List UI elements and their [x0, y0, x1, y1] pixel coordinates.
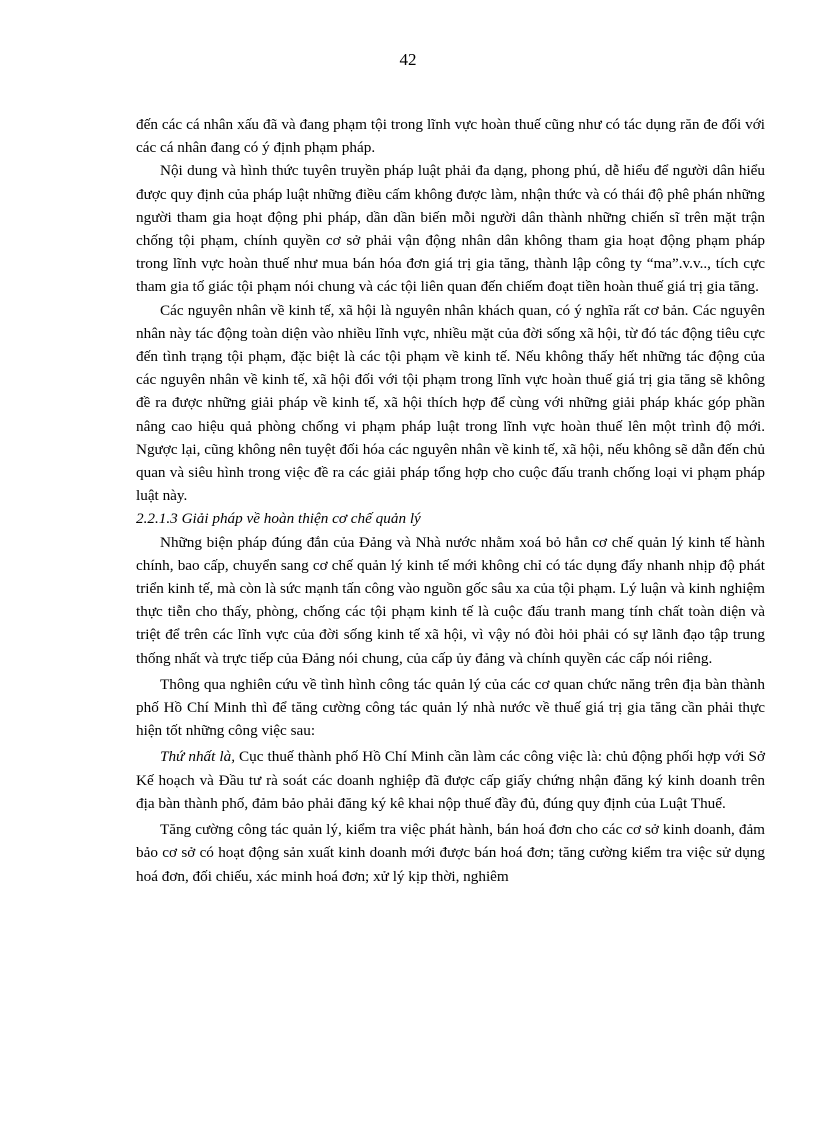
first-task-lead: Thứ nhất là, — [160, 748, 235, 766]
paragraph-first-task — [136, 745, 765, 815]
paragraph-research-findings: Thông qua nghiên cứu về tình hình công tác quản lý của các cơ quan chức năng trên địa bàn thành phố Hồ Chí Minh thì để tăng cường công tác quản lý nhà nước về thuế giá trị gia tăng cần phải thực hiện tốt những công việc sau: — [136, 675, 765, 740]
section-heading: 2.2.1.3 Giải pháp về hoàn thiện cơ chế quản lý — [136, 510, 421, 528]
paragraph-propaganda: Nội dung và hình thức tuyên truyền pháp luật phải đa dạng, phong phú, dễ hiểu để người dân hiểu được quy định của pháp luật những điều cấm không được làm, nhận thức và có thái độ phê phán những người tham gia hoạt động phi pháp, dần dần biến mỗi người dân thành những chiến sĩ trên mặt trận chống tội phạm, chính quyền cơ sở phải vận động nhân dân không tham gia hoạt động phạm pháp trong lĩnh vực hoàn thuế như mua bán hóa đơn giá trị gia tăng, thành lập công ty “ma”.v.v.., tích cực tham gia tố giác tội phạm nói chung và các tội liên quan đến chiếm đoạt tiền hoàn thuế giá trị gia tăng. — [136, 162, 765, 296]
page-number: 42 — [399, 50, 417, 69]
paragraph-invoice-control: Tăng cường công tác quản lý, kiểm tra việc phát hành, bán hoá đơn cho các cơ sở kinh doanh, đảm bảo cơ sở có hoạt động sản xuất kinh doanh mới được bán hoá đơn; tăng cường kiểm tra việc sử dụng hoá đơn, đối chiếu, xác minh hoá đơn; xử lý kịp thời, nghiêm — [136, 821, 765, 885]
paragraph-continuation: đến các cá nhân xấu đã và đang phạm tội trong lĩnh vực hoàn thuế cũng như có tác dụng răn đe đối với các cá nhân đang có ý định phạm pháp. — [136, 116, 765, 157]
first-task-text: Cục thuế thành phố Hồ Chí Minh cần làm các công việc là: chủ động phối hợp với Sở Kế hoạch và Đầu tư rà soát các doanh nghiệp đã được cấp giấy chứng nhận đăng ký kinh doanh trên địa bàn thành phố, đảm bảo phải đăng ký kê khai nộp thuế đầy đủ, đúng quy định của Luật Thuế. — [136, 748, 766, 812]
paragraph-management-measures: Những biện pháp đúng đắn của Đảng và Nhà nước nhằm xoá bỏ hẳn cơ chế quản lý kinh tế hành chính, bao cấp, chuyển sang cơ chế quản lý kinh tế mới không chỉ có tác dụng đẩy nhanh nhịp độ phát triển kinh tế, mà còn là sức mạnh tấn công vào nguồn gốc sâu xa của tội phạm. Lý luận và kinh nghiệm thực tiễn cho thấy, phòng, chống các tội phạm kinh tế là cuộc đấu tranh mang tính chất toàn diện và triệt để trên các lĩnh vực của đời sống kinh tế xã hội, vì vậy nó đòi hỏi phải có sự lãnh đạo tập trung thống nhất và trực tiếp của Đảng nói chung, của cấp ủy đảng và chính quyền các cấp nói riêng. — [136, 533, 765, 667]
paragraph-economic-causes: Các nguyên nhân về kinh tế, xã hội là nguyên nhân khách quan, có ý nghĩa rất cơ bản. Các nguyên nhân này tác động toàn diện vào nhiều lĩnh vực, nhiều mặt của đời sống xã hội, từ đó tác động tiêu cực đến tình trạng tội phạm, đặc biệt là các tội phạm về kinh tế. Nếu không thấy hết những tác động của các nguyên nhân về kinh tế, xã hội đối với tội phạm trong lĩnh vực hoàn thuế giá trị gia tăng sẽ không đề ra được những giải pháp về kinh tế, xã hội thích hợp để cùng với những giải pháp khác góp phần nâng cao hiệu quả phòng chống vi phạm pháp luật trong lĩnh vực hoàn thuế lên một trình độ mới. Ngược lại, cũng không nên tuyệt đối hóa các nguyên nhân về kinh tế, xã hội, nếu không sẽ dẫn đến chủ quan và siêu hình trong việc đề ra các giải pháp tổng hợp cho cuộc đấu tranh chống loại vi phạm pháp luật này. — [136, 301, 765, 505]
body-text — [136, 113, 765, 888]
